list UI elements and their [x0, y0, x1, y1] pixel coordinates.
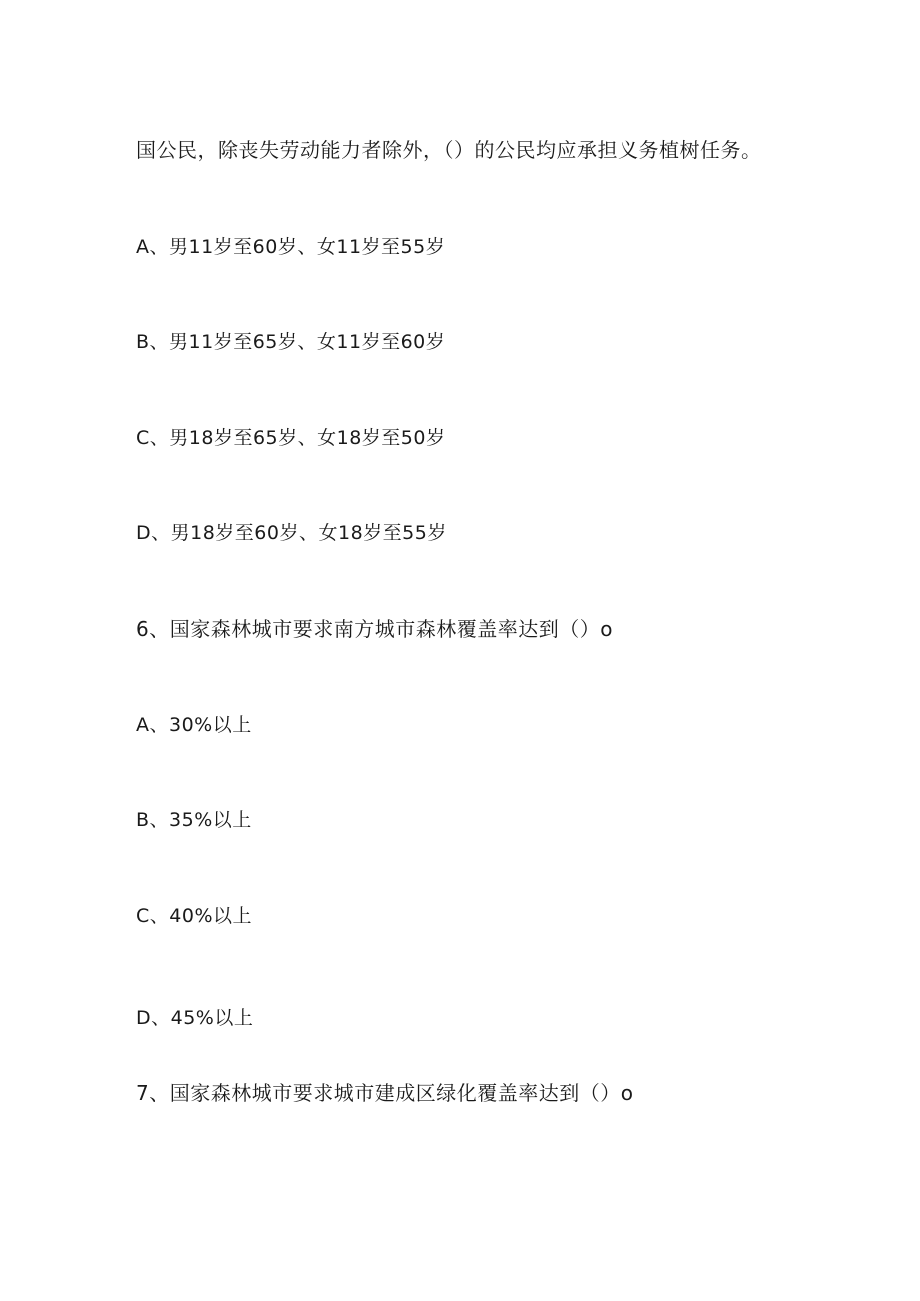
question-5-option-a: A、男11岁至60岁、女11岁至55岁 — [136, 236, 446, 258]
question-5-option-d: D、男18岁至60岁、女18岁至55岁 — [136, 522, 447, 544]
question-6-option-b: B、35%以上 — [136, 809, 252, 831]
question-6-option-a: A、30%以上 — [136, 714, 252, 736]
question-6-option-c: C、40%以上 — [136, 905, 252, 927]
question-6-option-d: D、45%以上 — [136, 1007, 254, 1029]
question-5-stem: 国公民，除丧失劳动能力者除外，（）的公民均应承担义务植树任务。 — [136, 138, 762, 162]
question-6-stem: 6、国家森林城市要求南方城市森林覆盖率达到（）o — [136, 617, 613, 641]
question-5-option-b: B、男11岁至65岁、女11岁至60岁 — [136, 331, 446, 353]
question-7-stem: 7、国家森林城市要求城市建成区绿化覆盖率达到（）o — [136, 1081, 634, 1105]
question-5-option-c: C、男18岁至65岁、女18岁至50岁 — [136, 427, 446, 449]
